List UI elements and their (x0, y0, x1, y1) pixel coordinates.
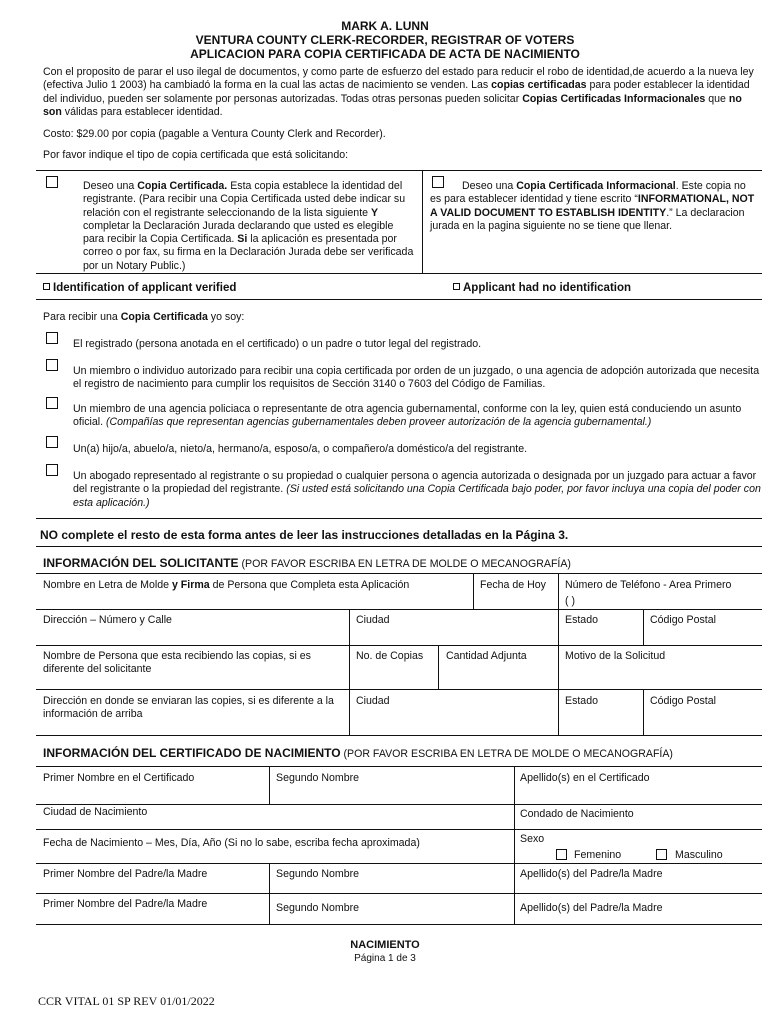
indicate-text: Por favor indique el tipo de copia certificada que está solicitando: (43, 149, 349, 161)
header-office-title: VENTURA COUNTY CLERK-RECORDER, REGISTRAR OF VOTERS (195, 33, 575, 47)
divider (514, 766, 515, 924)
option-court-order-text: Un miembro o individuo autorizado para recibir una copia certificada por orden de un juzgado, o una agencia de adopción autorizada que necesita el registro de nacimiento para cumplir los requisitos de Sección 3140 o 7603 del Código de Familias. (73, 365, 760, 391)
middle-name-label: Segundo Nombre (276, 772, 360, 784)
divider (349, 609, 350, 735)
date-label: Fecha de Hoy (480, 579, 546, 591)
intro-paragraph: Con el proposito de parar el uso ilegal de documentos, y como parte de esfuerzo del estado para reducir el robo de identidad,de acuerdo a la nueva ley (efectiva Julio 1 2003) ha cambiadó la forma en la cual las actas de nacimiento se venden. Las copias certificadas para poder establecer la identidad del individuo, pueden ser solamente por personas autorizadas. Todas otras personas pueden solicitar Copias Certificadas Informacionales que no son válidas para establecer identidad. (43, 66, 754, 119)
phone-area-code-field[interactable]: ( ) (565, 595, 575, 607)
birth-date-label: Fecha de Nacimiento – Mes, Día, Año (Si no lo sabe, escriba fecha aproximada) (43, 837, 420, 849)
parent2-middle-name-label: Segundo Nombre (276, 902, 360, 914)
divider (438, 645, 439, 689)
applicant-section-title: INFORMACIÓN DEL SOLICITANTE (POR FAVOR ESCRIBA EN LETRA DE MOLDE O MECANOGRAFÍA) (43, 556, 571, 570)
divider (36, 893, 762, 894)
birth-county-label: Condado de Nacimiento (520, 808, 634, 820)
parent2-last-name-label: Apellido(s) del Padre/la Madre (520, 902, 663, 914)
city-label: Ciudad (356, 614, 390, 626)
mail-address-label: Dirección en donde se enviaran las copies, si es diferente a la información de arriba (43, 695, 334, 720)
footer-title: NACIMIENTO (350, 939, 420, 951)
warning-text: NO complete el resto de esta forma antes de leer las instrucciones detalladas en la Página 3. (40, 528, 569, 542)
divider (36, 766, 762, 767)
sex-label: Sexo (520, 833, 545, 845)
divider (643, 609, 644, 645)
option-relative-text: Un(a) hijo/a, abuelo/a, nieto/a, hermano/a, esposo/a, o compañero/a doméstico/a del registrante. (73, 443, 528, 455)
divider (422, 170, 423, 273)
no-id-option[interactable]: Applicant had no identification (453, 282, 631, 294)
informational-copy-description: Deseo una Copia Certificada Informacional. Este copia no es para establecer identidad y tiene escrito “INFORMATIONAL, NOT A VALID DOCUMENT TO ESTABLISH IDENTITY.” La declaracion jurada en la pagina siguiente no se tiene que llenar. (430, 180, 755, 232)
id-verified-option[interactable]: Identification of applicant verified (43, 282, 236, 294)
female-checkbox[interactable] (556, 849, 567, 860)
parent1-first-name-label: Primer Nombre del Padre/la Madre (43, 868, 208, 880)
reason-label: Motivo de la Solicitud (565, 650, 666, 662)
certified-copy-description: Deseo una Copia Certificada. Esta copia establece la identidad del registrante. (Para recibir una Copia Certificada usted debe indicar su relación con el registrante seleccionando de la lista siguiente Y completar la Declaración Jurada declarando que usted es elegible para recibir la Copia Certificada. Si la aplicación es presentada por correo o por fax, su firma en la Declaración Jurada debe ser verificada por un Notary Public.) (83, 180, 414, 272)
form-title: APLICACION PARA COPIA CERTIFICADA DE ACTA DE NACIMIENTO (190, 47, 580, 61)
cost-text: Costo: $29.00 por copia (pagable a Ventura County Clerk and Recorder). (43, 128, 386, 140)
last-name-label: Apellido(s) en el Certificado (520, 772, 650, 784)
amount-label: Cantidad Adjunta (446, 650, 527, 662)
mail-zip-label: Código Postal (650, 695, 716, 707)
state-label: Estado (565, 614, 598, 626)
divider (36, 299, 762, 300)
divider (36, 170, 762, 171)
divider (473, 573, 474, 609)
form-code: CCR VITAL 01 SP REV 01/01/2022 (38, 994, 215, 1008)
birth-city-label: Ciudad de Nacimiento (43, 806, 148, 818)
divider (36, 689, 762, 690)
female-label: Femenino (574, 849, 622, 861)
divider (36, 273, 762, 274)
id-verified-checkbox[interactable] (43, 283, 50, 290)
divider (36, 546, 762, 547)
male-checkbox[interactable] (656, 849, 667, 860)
male-label: Masculino (675, 849, 723, 861)
divider (36, 645, 762, 646)
divider (269, 766, 270, 804)
recipient-name-label: Nombre de Persona que esta recibiendo las copias, si es diferente del solicitante (43, 650, 311, 675)
certified-copy-checkbox[interactable] (46, 176, 58, 188)
copies-label: No. de Copias (356, 650, 424, 662)
divider (36, 924, 762, 925)
option-registrant-checkbox[interactable] (46, 332, 58, 344)
mail-state-label: Estado (565, 695, 598, 707)
option-attorney-checkbox[interactable] (46, 464, 58, 476)
page-number: Página 1 de 3 (354, 953, 416, 964)
divider (36, 829, 762, 830)
option-relative-checkbox[interactable] (46, 436, 58, 448)
birth-section-title: INFORMACIÓN DEL CERTIFICADO DE NACIMIENTO (POR FAVOR ESCRIBA EN LETRA DE MOLDE O MECANOGRAFÍA) (43, 746, 673, 760)
divider (558, 573, 559, 735)
option-court-order-checkbox[interactable] (46, 359, 58, 371)
divider (643, 689, 644, 735)
receive-intro: Para recibir una Copia Certificada yo soy: (43, 311, 245, 323)
option-registrant-text: El registrado (persona anotada en el certificado) o un padre o tutor legal del registrado. (73, 338, 482, 350)
first-name-label: Primer Nombre en el Certificado (43, 772, 195, 784)
option-law-enforcement-text: Un miembro de una agencia policiaca o representante de otra agencia gubernamental, conforme con la ley, quien está conduciendo un asunto oficial. (Compañías que representan agencias gubernamentales deben proveer autorización de la agencia gubernamental.) (73, 403, 742, 429)
divider (36, 735, 762, 736)
option-attorney-text: Un abogado representado al registrante o su propiedad o cualquier persona o agencia autorizada o designada por un juzgado para actuar a favor del registrante o la propiedad del registrante. (Si usted está solicitando una Copia Certificada bajo poder, por favor incluya una copia del poder con esta aplicación.) (73, 470, 761, 509)
parent2-first-name-label: Primer Nombre del Padre/la Madre (43, 898, 208, 910)
applicant-name-label: Nombre en Letra de Molde y Firma de Persona que Completa esta Aplicación (43, 579, 410, 591)
parent1-middle-name-label: Segundo Nombre (276, 868, 360, 880)
mail-city-label: Ciudad (356, 695, 390, 707)
parent1-last-name-label: Apellido(s) del Padre/la Madre (520, 868, 663, 880)
divider (36, 609, 762, 610)
address-label: Dirección – Número y Calle (43, 614, 172, 626)
zip-label: Código Postal (650, 614, 716, 626)
phone-label: Número de Teléfono - Area Primero (565, 579, 732, 591)
header-office-name: MARK A. LUNN (341, 19, 429, 33)
divider (36, 863, 762, 864)
option-law-enforcement-checkbox[interactable] (46, 397, 58, 409)
divider (36, 573, 762, 574)
no-id-checkbox[interactable] (453, 283, 460, 290)
divider (36, 518, 762, 519)
divider (36, 804, 762, 805)
